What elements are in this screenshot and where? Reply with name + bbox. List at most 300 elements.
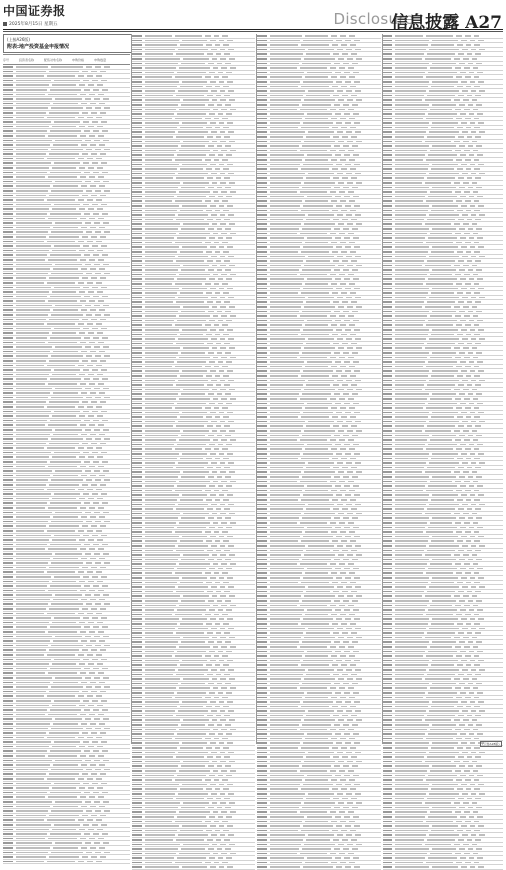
table-cell (218, 154, 224, 156)
table-cell (226, 692, 232, 694)
table-cell (383, 260, 392, 262)
table-cell (102, 461, 108, 463)
table-cell (383, 334, 392, 336)
table-cell (257, 315, 267, 317)
table-cell (50, 626, 81, 628)
table-cell (212, 678, 218, 680)
table-cell (347, 513, 353, 515)
table-cell (431, 788, 455, 790)
table-cell (462, 49, 468, 51)
table-cell (257, 347, 267, 349)
table-cell (16, 682, 50, 684)
table-cell (395, 58, 421, 60)
table-cell (257, 81, 267, 83)
table-cell (257, 403, 267, 405)
table-cell (383, 462, 392, 464)
table-cell (16, 470, 52, 472)
table-cell (257, 788, 267, 790)
table-cell (432, 412, 458, 414)
table-cell (132, 269, 142, 271)
table-cell (132, 223, 142, 225)
table-cell (304, 637, 335, 639)
table-cell (224, 384, 230, 386)
table-cell (132, 540, 142, 542)
table-cell (332, 788, 338, 790)
table-cell (104, 645, 110, 647)
table-cell (145, 219, 173, 221)
table-cell (348, 729, 354, 731)
table-cell (461, 784, 467, 786)
table-cell (332, 251, 338, 253)
table-cell (145, 288, 179, 290)
table-cell (95, 190, 101, 192)
table-column-block (132, 34, 255, 744)
table-cell (97, 787, 103, 789)
table-cell (178, 256, 208, 258)
table-cell (383, 246, 392, 248)
table-cell (395, 297, 425, 299)
table-cell (347, 761, 353, 763)
table-cell (346, 131, 352, 133)
table-cell (346, 338, 352, 340)
table-cell (225, 683, 231, 685)
table-cell (225, 600, 231, 602)
table-cell (145, 311, 178, 313)
table-cell (344, 485, 350, 487)
table-cell (177, 609, 206, 611)
table-cell (145, 692, 174, 694)
table-cell (270, 545, 305, 547)
table-cell (351, 756, 357, 758)
table-cell (50, 833, 81, 835)
table-cell (352, 104, 358, 106)
table-cell (454, 678, 460, 680)
table-cell (216, 384, 222, 386)
table-cell (257, 674, 267, 676)
table-cell (464, 357, 470, 359)
table-cell (16, 773, 46, 775)
table-cell (270, 513, 301, 515)
table-cell (383, 550, 392, 552)
table-cell (175, 407, 202, 409)
table-cell (229, 637, 235, 639)
table-cell (16, 388, 52, 390)
table-cell (3, 236, 13, 238)
table-cell (85, 222, 91, 224)
table-cell (211, 131, 217, 133)
table-cell (229, 223, 235, 225)
table-cell (257, 467, 267, 469)
table-cell (215, 499, 221, 501)
table-cell (455, 109, 461, 111)
table-cell (257, 738, 267, 740)
table-cell (93, 254, 99, 256)
table-cell (179, 770, 210, 772)
table-cell (461, 81, 467, 83)
table-cell (86, 852, 92, 854)
table-cell (16, 162, 51, 164)
table-cell (349, 35, 355, 37)
table-cell (395, 485, 424, 487)
table-cell (3, 94, 13, 96)
table-cell (427, 467, 455, 469)
table-cell (347, 182, 353, 184)
table-cell (132, 733, 142, 735)
table-cell (220, 58, 226, 60)
table-cell (181, 352, 205, 354)
table-cell (431, 292, 455, 294)
table-cell (219, 412, 225, 414)
table-cell (3, 332, 13, 334)
table-cell (78, 199, 84, 201)
table-cell (223, 747, 229, 749)
table-cell (3, 84, 13, 86)
table-cell (132, 825, 142, 827)
table-cell (337, 834, 343, 836)
table-cell (49, 649, 79, 651)
table-cell (474, 788, 480, 790)
table-cell (459, 765, 465, 767)
table-cell (145, 490, 172, 492)
table-cell (307, 72, 332, 74)
table-cell (347, 223, 353, 225)
table-cell (3, 654, 13, 656)
table-cell (257, 609, 267, 611)
table-cell (92, 287, 98, 289)
table-cell (53, 268, 78, 270)
table-cell (177, 444, 206, 446)
table-cell (224, 591, 230, 593)
table-cell (16, 502, 47, 504)
table-cell (87, 282, 93, 284)
table-cell (97, 581, 103, 583)
table-cell (352, 311, 358, 313)
table-cell (341, 499, 347, 501)
table-cell (338, 389, 344, 391)
table-cell (471, 462, 477, 464)
table-cell (430, 522, 453, 524)
table-cell (336, 660, 342, 662)
table-cell (208, 641, 214, 643)
table-cell (477, 113, 483, 115)
table-cell (104, 273, 110, 275)
table-cell (82, 525, 88, 527)
table-cell (86, 66, 92, 68)
table-cell (3, 599, 13, 601)
table-cell (145, 733, 174, 735)
table-cell (330, 67, 336, 69)
table-cell (132, 572, 142, 574)
table-cell (92, 493, 98, 495)
table-cell (270, 660, 300, 662)
table-cell (79, 787, 85, 789)
table-cell (308, 628, 334, 630)
table-cell (3, 516, 13, 518)
table-cell (98, 590, 104, 592)
table-cell (395, 347, 421, 349)
table-cell (212, 637, 218, 639)
table-cell (456, 200, 462, 202)
table-cell (330, 315, 336, 317)
table-cell (383, 756, 392, 758)
table-cell (257, 164, 267, 166)
table-cell (84, 420, 90, 422)
table-cell (145, 233, 176, 235)
table-cell (182, 412, 207, 414)
table-cell (88, 663, 94, 665)
table-cell (82, 567, 88, 569)
table-cell (211, 628, 217, 630)
table-cell (95, 397, 101, 399)
table-cell (3, 411, 13, 413)
table-cell (341, 251, 347, 253)
table-cell (270, 651, 304, 653)
table-cell (468, 807, 474, 809)
table-cell (210, 536, 216, 538)
table-cell (178, 462, 208, 464)
table-cell (183, 719, 209, 721)
table-cell (475, 798, 481, 800)
table-cell (82, 856, 88, 858)
table-cell (212, 802, 218, 804)
table-cell (463, 306, 469, 308)
table-cell (145, 44, 177, 46)
table-cell (181, 187, 205, 189)
table-cell (307, 857, 332, 859)
table-cell (351, 798, 357, 800)
table-cell (337, 793, 343, 795)
table-cell (209, 775, 215, 777)
table-cell (257, 830, 267, 832)
table-cell (474, 334, 480, 336)
table-cell (145, 242, 172, 244)
table-cell (3, 741, 13, 743)
table-cell (3, 861, 13, 863)
table-cell (458, 177, 464, 179)
table-cell (212, 182, 218, 184)
table-cell (257, 706, 267, 708)
table-cell (383, 536, 392, 538)
table-cell (3, 838, 13, 840)
table-cell (432, 517, 457, 519)
table-cell (102, 130, 108, 132)
table-cell (48, 342, 77, 344)
table-cell (383, 770, 392, 772)
table-cell (132, 687, 142, 689)
table-cell (457, 168, 463, 170)
table-cell (426, 76, 453, 78)
table-cell (222, 76, 228, 78)
table-cell (145, 513, 180, 515)
table-cell (461, 618, 467, 620)
table-cell (3, 231, 13, 233)
table-cell (426, 490, 453, 492)
table-cell (342, 343, 348, 345)
table-cell (132, 182, 142, 184)
table-cell (16, 264, 52, 266)
table-cell (330, 233, 336, 235)
table-cell (216, 177, 222, 179)
table-cell (218, 692, 224, 694)
table-cell (82, 277, 88, 279)
table-cell (336, 370, 342, 372)
table-cell (51, 521, 83, 523)
table-cell (51, 107, 83, 109)
table-cell (270, 816, 304, 818)
table-cell (464, 729, 470, 731)
table-cell (395, 67, 426, 69)
table-cell (383, 407, 392, 409)
table-cell (214, 490, 220, 492)
table-cell (465, 490, 471, 492)
table-cell (217, 145, 223, 147)
table-cell (470, 784, 476, 786)
table-cell (52, 332, 76, 334)
table-cell (257, 122, 267, 124)
table-cell (132, 274, 142, 276)
table-cell (176, 136, 204, 138)
table-cell (175, 655, 202, 657)
table-cell (182, 246, 207, 248)
table-cell (81, 723, 87, 725)
table-cell (383, 655, 392, 657)
table-cell (16, 741, 51, 743)
table-cell (3, 461, 13, 463)
table-cell (462, 131, 468, 133)
table-cell (342, 756, 348, 758)
table-cell (47, 654, 75, 656)
table-cell (99, 309, 105, 311)
table-cell (473, 646, 479, 648)
table-cell (339, 605, 345, 607)
table-cell (383, 86, 392, 88)
table-cell (332, 334, 338, 336)
table-cell (349, 242, 355, 244)
table-cell (183, 678, 209, 680)
table-cell (466, 706, 472, 708)
table-cell (395, 95, 423, 97)
table-cell (464, 315, 470, 317)
table-cell (230, 274, 236, 276)
table-cell (306, 632, 330, 634)
table-cell (471, 338, 477, 340)
table-cell (48, 507, 77, 509)
table-cell (85, 842, 91, 844)
table-cell (257, 471, 267, 473)
table-cell (395, 393, 428, 395)
table-cell (395, 669, 425, 671)
table-cell (84, 213, 90, 215)
table-cell (208, 63, 214, 65)
table-cell (354, 412, 360, 414)
table-cell (257, 223, 267, 225)
table-cell (83, 535, 89, 537)
table-cell (88, 705, 94, 707)
table-cell (333, 591, 339, 593)
table-cell (55, 181, 82, 183)
table-cell (469, 278, 475, 280)
table-cell (206, 375, 212, 377)
table-cell (351, 53, 357, 55)
table-cell (178, 380, 208, 382)
table-cell (395, 453, 429, 455)
table-cell (257, 329, 267, 331)
table-cell (132, 127, 142, 129)
table-cell (465, 697, 471, 699)
table-cell (349, 490, 355, 492)
table-cell (179, 315, 210, 317)
table-cell (334, 228, 340, 230)
table-cell (383, 265, 392, 267)
table-cell (305, 821, 328, 823)
table-cell (94, 429, 100, 431)
table-cell (461, 288, 467, 290)
table-cell (55, 636, 82, 638)
table-cell (383, 747, 392, 749)
table-cell (300, 439, 327, 441)
table-cell (211, 545, 217, 547)
table-cell (468, 559, 474, 561)
table-cell (270, 384, 303, 386)
table-cell (339, 439, 345, 441)
table-cell (218, 196, 224, 198)
table-cell (343, 807, 349, 809)
table-cell (178, 297, 208, 299)
table-cell (466, 44, 472, 46)
table-cell (270, 256, 305, 258)
table-cell (178, 834, 208, 836)
table-cell (461, 122, 467, 124)
table-cell (395, 798, 423, 800)
table-cell (101, 245, 107, 247)
table-cell (80, 135, 86, 137)
table-cell (101, 535, 107, 537)
table-cell (349, 697, 355, 699)
table-cell (270, 674, 303, 676)
table-cell (308, 214, 334, 216)
table-cell (353, 857, 359, 859)
table-cell (93, 502, 99, 504)
table-cell (220, 182, 226, 184)
table-cell (220, 49, 226, 51)
table-cell (456, 242, 462, 244)
table-cell (395, 775, 424, 777)
table-cell (341, 86, 347, 88)
table-cell (145, 58, 180, 60)
table-cell (475, 674, 481, 676)
table-cell (457, 747, 463, 749)
table-cell (220, 844, 226, 846)
table-cell (210, 453, 216, 455)
table-cell (208, 228, 214, 230)
table-cell (229, 182, 235, 184)
table-cell (270, 292, 298, 294)
table-cell (340, 200, 346, 202)
table-cell (383, 118, 392, 120)
table-cell (54, 783, 80, 785)
table-cell (93, 544, 99, 546)
table-cell (132, 802, 142, 804)
table-cell (458, 756, 464, 758)
table-cell (427, 384, 455, 386)
table-cell (176, 219, 204, 221)
table-cell (214, 655, 220, 657)
table-cell (270, 825, 300, 827)
table-cell (257, 265, 267, 267)
table-cell (50, 750, 81, 752)
table-cell (270, 72, 304, 74)
table-cell (338, 99, 344, 101)
